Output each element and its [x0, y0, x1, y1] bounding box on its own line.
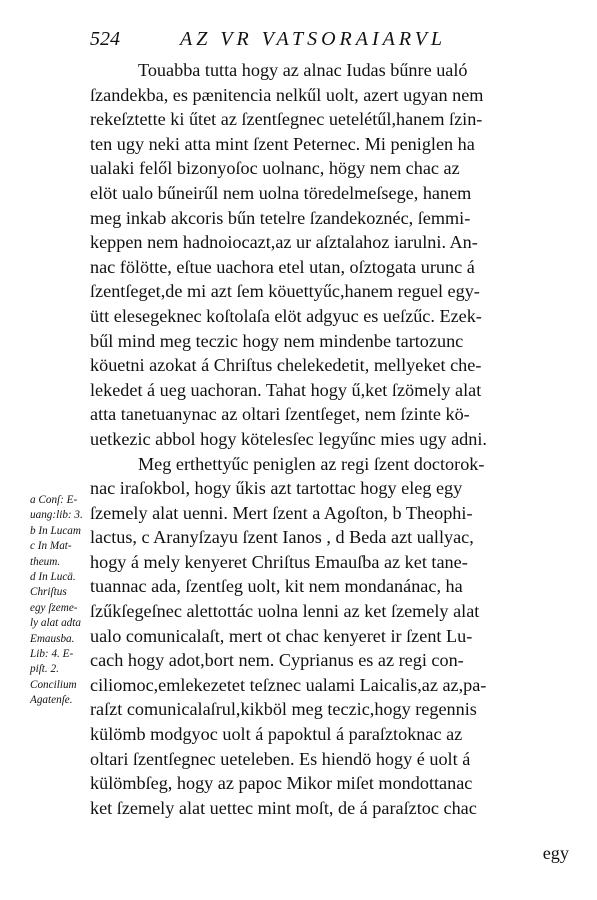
margin-note-line: c In Mat- [30, 540, 72, 553]
text-line: ütt elesegeknec koſtolaſa elöt adgyuc es ueſzűc. Ezek- [90, 305, 482, 326]
margin-note-line: ly alat adta [30, 617, 81, 630]
margin-note-line: Chriſtus [30, 586, 67, 599]
text-line: tuannac ada, ſzentſeg uolt, kit nem mondanánac, ha [90, 576, 463, 597]
margin-note-line: a Conſ: E- [30, 494, 78, 506]
text-line: Meg erthettyűc peniglen az regi ſzent doctorok- [138, 453, 485, 474]
running-title: AZ VR VATSORAIARVL [180, 28, 447, 50]
text-line: ket ſzemely alat uettec mint moſt, de á paraſztoc chac [90, 797, 477, 818]
margin-note-line: egy ſzeme- [30, 601, 78, 614]
margin-note-line: Emausba. [30, 632, 75, 645]
text-line: cach hogy adot,bort nem. Cyprianus es az regi con- [90, 650, 464, 671]
text-line: hogy á mely kenyeret Chriſtus Emauſba az ket tane- [90, 551, 468, 572]
text-line: ualo comunicalaſt, mert ot chac kenyeret ir ſzent Lu- [90, 625, 473, 646]
text-line: atta tanetuanynac az oltari ſzentſeget, nem ſzinte kö- [90, 404, 470, 425]
margin-note-line: uang:lib: 3. [30, 509, 83, 522]
text-line: ſzemely alat uenni. Mert ſzent a Agoſton, b Theophi- [90, 502, 473, 523]
text-line: keppen nem hadnoiocazt,az ur aſztalahoz iarulni. An- [90, 232, 478, 253]
margin-note-line: Agatenſe. [30, 694, 73, 707]
text-line: oltari ſzentſegnec ueteleben. Es hiendö hogy é uolt á [90, 748, 471, 769]
main-text [90, 58, 575, 820]
text-line: ten ugy neki atta mint ſzent Peternec. Mi peniglen ha [90, 133, 475, 154]
text-line: bűl mind meg teczic hogy nem mindenbe tartozunc [90, 330, 464, 351]
text-line: nac iraſokbol, hogy űkis azt tartottac hogy eleg egy [90, 478, 463, 499]
text-line: külömb modgyoc uolt á papoktul á paraſztoknac az [90, 724, 463, 745]
margin-notes [30, 493, 94, 708]
margin-note-line: theum. [30, 555, 61, 568]
page-number: 524 [90, 28, 120, 50]
text-line: ſzűkſegeſnec alettottác uolna lenni az ket ſzemely alat [90, 601, 480, 622]
margin-note-line: d In Lucä. [30, 570, 76, 583]
text-line: köuetni azokat á Chriſtus chelekedetit, mellyeket che- [90, 355, 482, 376]
catchword: egy [542, 843, 569, 863]
text-line: ualaki felől bizonyoſoc uolnanc, högy nem chac az [90, 158, 460, 179]
text-line: Touabba tutta hogy az alnac Iudas bűnre ualó [138, 60, 468, 80]
text-line: lactus, c Aranyſzayu ſzent Ianos , d Beda azt uallyac, [90, 527, 474, 548]
text-line: lekedet á ueg uachoran. Tahat hogy ű,ket ſzömely alat [90, 379, 482, 400]
margin-note-line: piſt. 2. [30, 663, 59, 676]
text-line: uetkezic abbol hogy kötelesſec legyűnc mies ugy adni. [90, 428, 487, 449]
text-line: ſzandekba, es pænitencia nelkűl uolt, azert ugyan nem [90, 84, 484, 105]
text-line: nac fölötte, eſtue uachora etel utan, oſztogata urunc á [90, 256, 475, 277]
margin-note-line: Concilium [30, 678, 77, 691]
margin-note-line: b In Lucam [30, 524, 81, 537]
text-line: ſzentſeget,de mi azt ſem köuettyűc,hanem reguel egy- [90, 281, 480, 302]
text-line: külömbſeg, hogy az papoc Mikor miſet mondottanac [90, 773, 473, 794]
text-line: rekeſztette ki űtet az ſzentſegnec uetelétűl,hanem ſzin- [90, 109, 483, 130]
text-line: raſzt comunicalaſrul,kikböl meg teczic,hogy regennis [90, 699, 477, 720]
text-line: elöt ualo bűneirűl nem uolna töredelmeſsege, hanem [90, 182, 472, 203]
page-header [90, 28, 567, 58]
text-line: meg inkab akcoris bűn tetelre ſzandekoznéc, ſemmi- [90, 207, 471, 228]
margin-note-line: Lib: 4. E- [30, 647, 74, 660]
text-line: ciliomoc,emlekezetet teſznec ualami Laicalis,az az,pa- [90, 674, 487, 695]
